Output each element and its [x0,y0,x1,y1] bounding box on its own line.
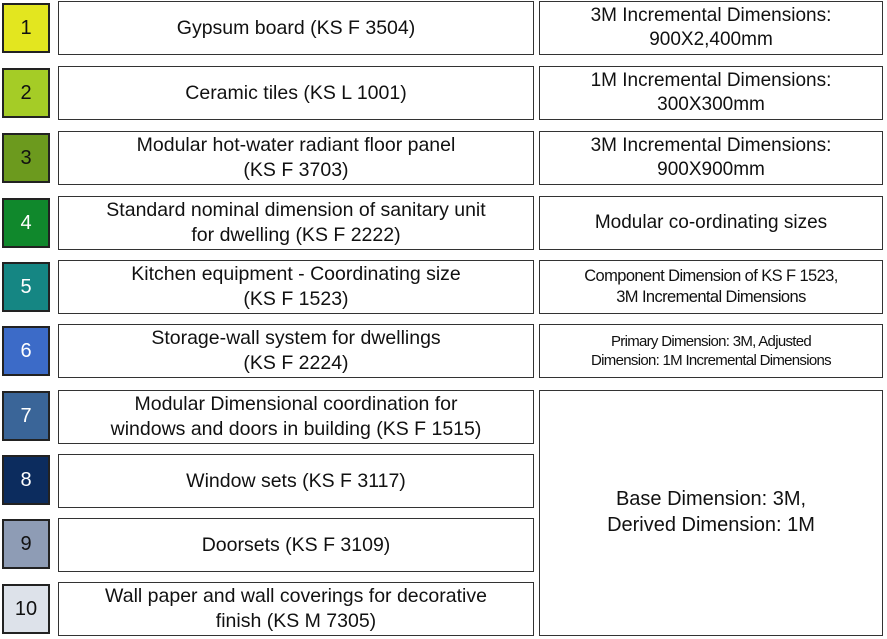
dimension-cell-4: Modular co-ordinating sizes [539,196,883,250]
standard-name-cell-3: Modular hot-water radiant floor panel (KS F 3703) [58,131,534,185]
standard-name-cell-2: Ceramic tiles (KS L 1001) [58,66,534,120]
dimension-cell-3: 3M Incremental Dimensions: 900X900mm [539,131,883,185]
row-number-badge-2: 2 [2,68,50,118]
row-number-badge-9: 9 [2,519,50,569]
dimension-cell-2: 1M Incremental Dimensions: 300X300mm [539,66,883,120]
standard-name-cell-9: Doorsets (KS F 3109) [58,518,534,572]
row-number-badge-10: 10 [2,584,50,634]
standard-name-cell-10: Wall paper and wall coverings for decorative finish (KS M 7305) [58,582,534,636]
row-number-badge-5: 5 [2,262,50,312]
row-number-badge-4: 4 [2,198,50,248]
standard-name-cell-8: Window sets (KS F 3117) [58,454,534,508]
standard-name-cell-6: Storage-wall system for dwellings (KS F 2224) [58,324,534,378]
row-number-badge-7: 7 [2,391,50,441]
dimension-cell-5: Component Dimension of KS F 1523, 3M Incremental Dimensions [539,260,883,314]
standard-name-cell-4: Standard nominal dimension of sanitary unit for dwelling (KS F 2222) [58,196,534,250]
row-number-badge-6: 6 [2,326,50,376]
row-number-badge-3: 3 [2,133,50,183]
dimension-cell-1: 3M Incremental Dimensions: 900X2,400mm [539,1,883,55]
standard-name-cell-5: Kitchen equipment - Coordinating size (KS F 1523) [58,260,534,314]
row-number-badge-1: 1 [2,3,50,53]
dimension-cell-6: Primary Dimension: 3M, Adjusted Dimension: 1M Incremental Dimensions [539,324,883,378]
standard-name-cell-1: Gypsum board (KS F 3504) [58,1,534,55]
row-number-badge-8: 8 [2,455,50,505]
standard-name-cell-7: Modular Dimensional coordination for windows and doors in building (KS F 1515) [58,390,534,444]
shared-dimension-cell: Base Dimension: 3M, Derived Dimension: 1M [539,390,883,636]
